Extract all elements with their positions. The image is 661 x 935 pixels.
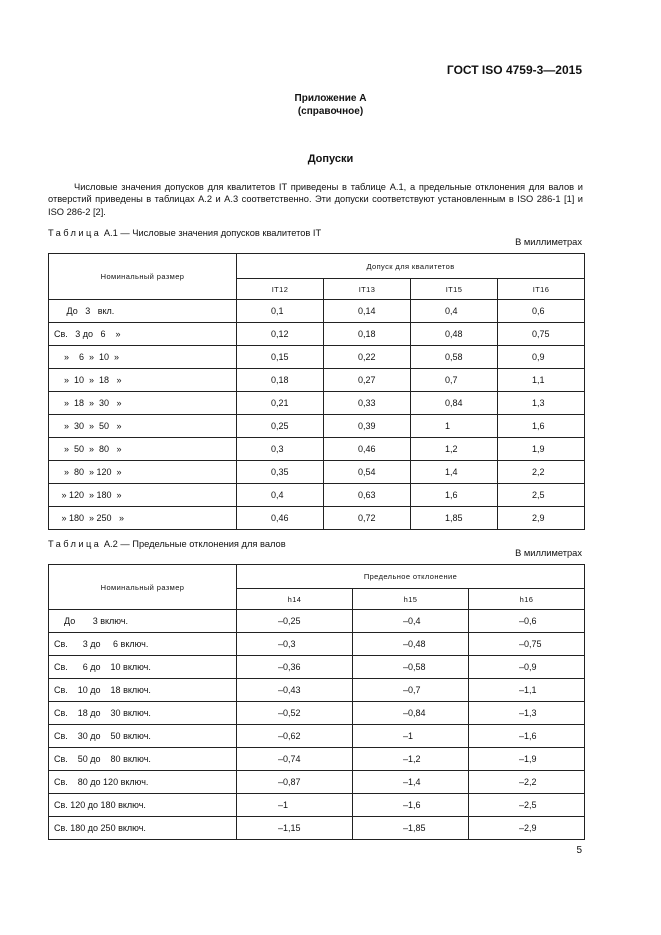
value-cell: –0,3 — [237, 633, 353, 656]
value-cell: –0,36 — [237, 656, 353, 679]
table2-group-header: Предельное отклонение — [237, 565, 585, 589]
table-row — [49, 438, 585, 461]
table-row — [49, 679, 585, 702]
size-cell: До 3 вкл. — [49, 300, 237, 323]
value-cell: 1,6 — [411, 484, 498, 507]
value-cell: –0,9 — [469, 656, 585, 679]
value-cell: 0,72 — [324, 507, 411, 530]
table-row — [49, 748, 585, 771]
value-cell: –1 — [353, 725, 469, 748]
value-cell: 0,3 — [237, 438, 324, 461]
value-cell: 0,58 — [411, 346, 498, 369]
size-cell: » 6 » 10 » — [49, 346, 237, 369]
table2-units: В миллиметрах — [515, 548, 582, 558]
value-cell: 1,4 — [411, 461, 498, 484]
document-standard-header: ГОСТ ISO 4759-3—2015 — [446, 63, 582, 77]
value-cell: –1,6 — [469, 725, 585, 748]
value-cell: 0,18 — [324, 323, 411, 346]
size-cell: » 10 » 18 » — [49, 369, 237, 392]
size-cell: » 120 » 180 » — [49, 484, 237, 507]
size-cell: Св. 3 до 6 включ. — [49, 633, 237, 656]
value-cell: 0,9 — [498, 346, 585, 369]
table1-caption — [48, 228, 321, 238]
value-cell: 0,39 — [324, 415, 411, 438]
table2-col-header: h14 — [237, 589, 353, 610]
table1-col-header: IT16 — [498, 279, 585, 300]
value-cell: 1,9 — [498, 438, 585, 461]
table-row — [49, 817, 585, 840]
size-cell: » 30 » 50 » — [49, 415, 237, 438]
value-cell: 1,2 — [411, 438, 498, 461]
value-cell: 2,2 — [498, 461, 585, 484]
value-cell: 0,4 — [237, 484, 324, 507]
value-cell: –1,6 — [353, 794, 469, 817]
value-cell: 1,1 — [498, 369, 585, 392]
size-cell: Св. 50 до 80 включ. — [49, 748, 237, 771]
table1-caption-word: Таблица — [48, 228, 102, 238]
table1-col-header: IT15 — [411, 279, 498, 300]
value-cell: –2,2 — [469, 771, 585, 794]
value-cell: 0,48 — [411, 323, 498, 346]
value-cell: 0,22 — [324, 346, 411, 369]
size-cell: Св. 6 до 10 включ. — [49, 656, 237, 679]
table-row — [49, 415, 585, 438]
size-cell: Св. 3 до 6 » — [49, 323, 237, 346]
table1 — [48, 253, 585, 530]
value-cell: 2,5 — [498, 484, 585, 507]
intro-paragraph: Числовые значения допусков для квалитетов IT приведены в таблице А.1, а предельные отклонения для валов и отверстий приведены в таблицах А.2 и А.3 соответственно. Эти допуски соответствуют установленным в ISO 286-1 [1] и ISO 286-2 [2]. — [48, 182, 583, 217]
value-cell: –1,2 — [353, 748, 469, 771]
value-cell: 1,6 — [498, 415, 585, 438]
size-cell: Св. 180 до 250 включ. — [49, 817, 237, 840]
table-row — [49, 633, 585, 656]
value-cell: –1,1 — [469, 679, 585, 702]
value-cell: –1,15 — [237, 817, 353, 840]
table2-caption-text: А.2 — Предельные отклонения для валов — [101, 539, 286, 549]
table-row — [49, 507, 585, 530]
value-cell: 0,46 — [237, 507, 324, 530]
value-cell: –1,4 — [353, 771, 469, 794]
size-cell: Св. 80 до 120 включ. — [49, 771, 237, 794]
table-row — [49, 323, 585, 346]
value-cell: 0,7 — [411, 369, 498, 392]
value-cell: –0,52 — [237, 702, 353, 725]
size-cell: » 18 » 30 » — [49, 392, 237, 415]
section-title: Допуски — [307, 153, 354, 165]
table-row — [49, 771, 585, 794]
table1-units: В миллиметрах — [515, 237, 582, 247]
value-cell: 0,33 — [324, 392, 411, 415]
value-cell: 0,14 — [324, 300, 411, 323]
value-cell: –0,25 — [237, 610, 353, 633]
value-cell: –0,74 — [237, 748, 353, 771]
table2-body — [49, 610, 585, 840]
appendix-title: Приложение А — [294, 93, 367, 104]
value-cell: 0,25 — [237, 415, 324, 438]
value-cell: –1 — [237, 794, 353, 817]
value-cell: 1,85 — [411, 507, 498, 530]
value-cell: 0,18 — [237, 369, 324, 392]
value-cell: –0,58 — [353, 656, 469, 679]
value-cell: 2,9 — [498, 507, 585, 530]
size-cell: » 80 » 120 » — [49, 461, 237, 484]
table-row — [49, 656, 585, 679]
value-cell: 0,27 — [324, 369, 411, 392]
value-cell: 0,21 — [237, 392, 324, 415]
table-row — [49, 484, 585, 507]
table2 — [48, 564, 585, 840]
table1-group-header: Допуск для квалитетов — [237, 254, 585, 279]
value-cell: –0,62 — [237, 725, 353, 748]
table-row — [49, 461, 585, 484]
value-cell: –1,85 — [353, 817, 469, 840]
table1-col-header: IT13 — [324, 279, 411, 300]
value-cell: –2,9 — [469, 817, 585, 840]
value-cell: 1 — [411, 415, 498, 438]
page-number: 5 — [576, 845, 582, 856]
size-cell: Св. 18 до 30 включ. — [49, 702, 237, 725]
table2-col-header: h16 — [469, 589, 585, 610]
table-row — [49, 702, 585, 725]
value-cell: 0,35 — [237, 461, 324, 484]
size-cell: Св. 30 до 50 включ. — [49, 725, 237, 748]
value-cell: –0,84 — [353, 702, 469, 725]
value-cell: 0,75 — [498, 323, 585, 346]
value-cell: 0,54 — [324, 461, 411, 484]
value-cell: –0,43 — [237, 679, 353, 702]
value-cell: 0,63 — [324, 484, 411, 507]
value-cell: –0,6 — [469, 610, 585, 633]
table2-caption-word: Таблица — [48, 539, 102, 549]
table1-caption-text: А.1 — Числовые значения допусков квалитетов IT — [101, 228, 322, 238]
value-cell: –1,3 — [469, 702, 585, 725]
value-cell: 0,6 — [498, 300, 585, 323]
table2-caption — [48, 539, 286, 549]
table1-col-size-header: Номинальный размер — [49, 254, 237, 300]
value-cell: 0,46 — [324, 438, 411, 461]
table1-body — [49, 300, 585, 530]
table2-col-header: h15 — [353, 589, 469, 610]
value-cell: –0,4 — [353, 610, 469, 633]
table-row — [49, 725, 585, 748]
value-cell: –2,5 — [469, 794, 585, 817]
size-cell: Св. 120 до 180 включ. — [49, 794, 237, 817]
table2-col-size-header: Номинальный размер — [49, 565, 237, 610]
size-cell: До 3 включ. — [49, 610, 237, 633]
value-cell: –0,7 — [353, 679, 469, 702]
value-cell: 0,84 — [411, 392, 498, 415]
size-cell: » 180 » 250 » — [49, 507, 237, 530]
size-cell: Св. 10 до 18 включ. — [49, 679, 237, 702]
size-cell: » 50 » 80 » — [49, 438, 237, 461]
value-cell: 0,12 — [237, 323, 324, 346]
table-row — [49, 392, 585, 415]
value-cell: 0,15 — [237, 346, 324, 369]
table-row — [49, 300, 585, 323]
table1-col-header: IT12 — [237, 279, 324, 300]
value-cell: 0,4 — [411, 300, 498, 323]
table-row — [49, 610, 585, 633]
value-cell: –0,75 — [469, 633, 585, 656]
appendix-heading — [0, 92, 661, 118]
value-cell: 1,3 — [498, 392, 585, 415]
value-cell: 0,1 — [237, 300, 324, 323]
value-cell: –0,48 — [353, 633, 469, 656]
table-row — [49, 794, 585, 817]
value-cell: –1,9 — [469, 748, 585, 771]
appendix-subtitle: (справочное) — [297, 106, 364, 117]
table-row — [49, 369, 585, 392]
table-row — [49, 346, 585, 369]
value-cell: –0,87 — [237, 771, 353, 794]
